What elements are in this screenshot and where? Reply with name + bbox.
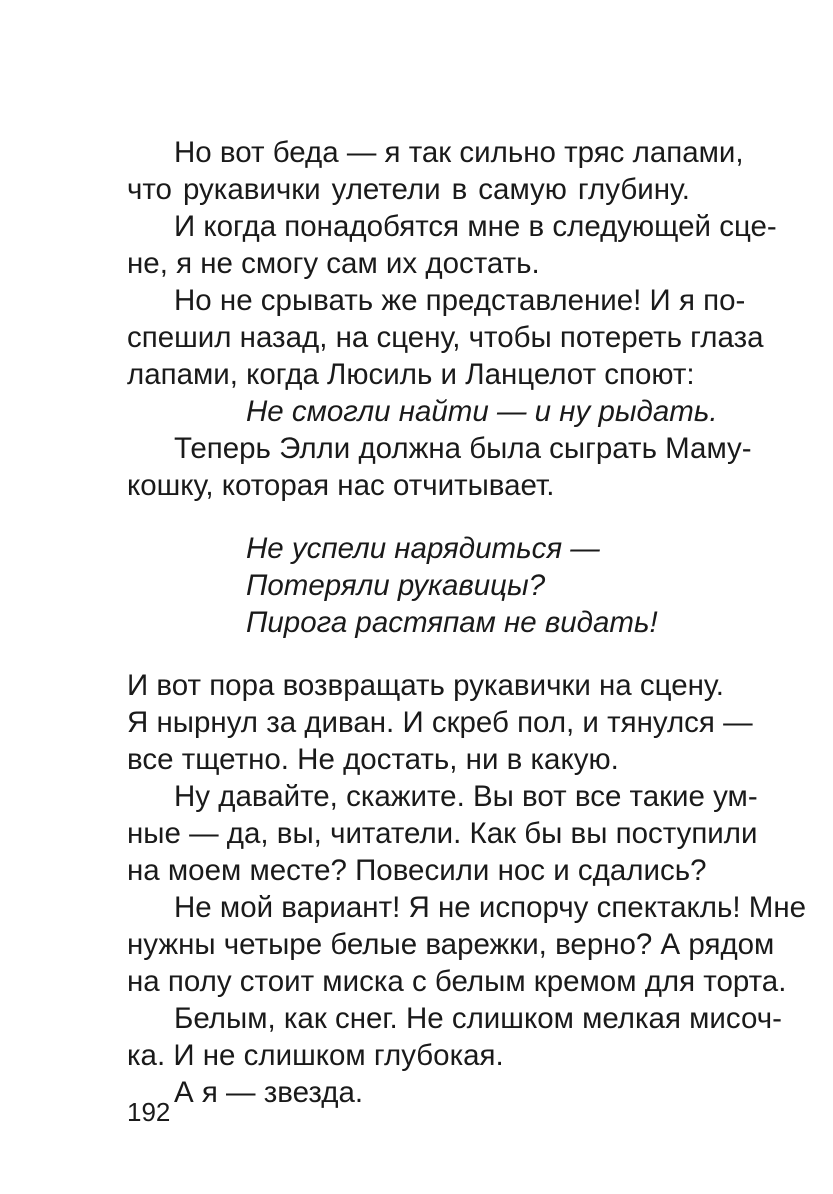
text-line: Белым, как снег. Не слишком мелкая мисоч- <box>174 1002 782 1035</box>
text-line: нужны четыре белые варежки, верно? А рядом <box>127 928 775 961</box>
text-line: на полу стоит миска с белым кремом для торта. <box>127 965 787 998</box>
page-number: 192 <box>127 1097 171 1127</box>
text-line: Но вот беда — я так сильно тряс лапами, <box>174 136 744 169</box>
text-line: что рукавички улетели в самую глубину. <box>127 173 690 206</box>
text-line: Теперь Элли должна была сыграть Маму- <box>174 432 752 465</box>
text-line: на моем месте? Повесили нос и сдались? <box>127 854 707 887</box>
text-line: Я нырнул за диван. И скреб пол, и тянулся — <box>127 706 753 739</box>
text-line: И когда понадобятся мне в следующей сце- <box>174 210 777 243</box>
text-line: все тщетно. Не достать, ни в какую. <box>127 743 619 776</box>
text-line: ка. И не слишком глубокая. <box>127 1039 504 1072</box>
text-line: спешил назад, на сцену, чтобы потереть глаза <box>127 321 764 354</box>
text-line: лапами, когда Люсиль и Ланцелот споют: <box>127 358 695 391</box>
verse-line: Не смогли найти — и ну рыдать. <box>246 395 718 428</box>
verse-line: Пирога растяпам не видать! <box>246 606 658 639</box>
text-line: Но не срывать же представление! И я по- <box>174 284 746 317</box>
verse-line: Потеряли рукавицы? <box>246 569 546 602</box>
text-line: И вот пора возвращать рукавички на сцену. <box>127 669 724 702</box>
text-line: А я — звезда. <box>174 1076 364 1109</box>
text-line: ные — да, вы, читатели. Как бы вы поступили <box>127 817 758 850</box>
text-line: кошку, которая нас отчитывает. <box>127 469 555 502</box>
text-line: Не мой вариант! Я не испорчу спектакль! Мне <box>174 891 807 924</box>
text-line: Ну давайте, скажите. Вы вот все такие ум- <box>174 780 758 813</box>
verse-line: Не успели нарядиться — <box>246 532 600 565</box>
text-line: не, я не смогу сам их достать. <box>127 247 540 280</box>
